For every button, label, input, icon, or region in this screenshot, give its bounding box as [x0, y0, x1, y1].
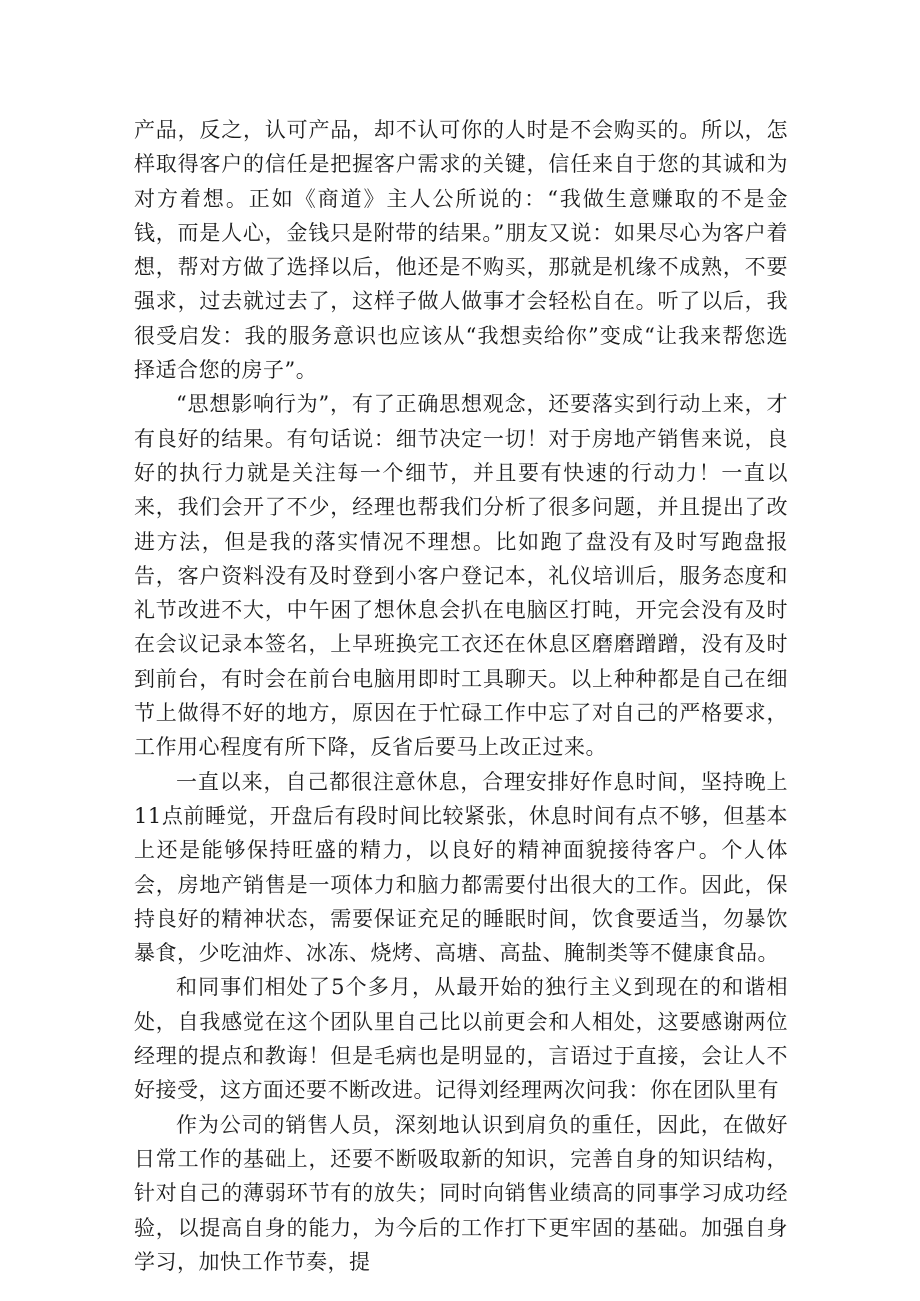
- paragraph: 作为公司的销售人员，深刻地认识到肩负的重任，因此，在做好日常工作的基础上，还要不断吸取新的知识，完善自身的知识结构，针对自己的薄弱环节有的放失；同时向销售业绩高的同事学习成功经验，以提高自身的能力，为今后的工作打下更牢固的基础。加强自身学习，加快工作节奏，提: [134, 1112, 788, 1274]
- paragraph: 和同事们相处了5个多月，从最开始的独行主义到现在的和谐相处，自我感觉在这个团队里自己比以前更会和人相处，这要感谢两位经理的提点和教诲！但是毛病也是明显的，言语过于直接，会让人不好接受，这方面还要不断改进。记得刘经理两次问我：你在团队里有: [134, 975, 788, 1103]
- document-body: [134, 113, 788, 1279]
- paragraph: 产品，反之，认可产品，却不认可你的人时是不会购买的。所以，怎样取得客户的信任是把握客户需求的关键，信任来自于您的其诚和为对方着想。正如《商道》主人公所说的：“我做生意赚取的不是金钱，而是人心，金钱只是附带的结果。”朋友又说：如果尽心为客户着想，帮对方做了选择以后，他还是不购买，那就是机缘不成熟，不要强求，过去就过去了，这样子做人做事才会轻松自在。听了以后，我很受启发：我的服务意识也应该从“我想卖给你”变成“让我来帮您选择适合您的房子”。: [134, 118, 788, 383]
- paragraph: 一直以来，自己都很注意休息，合理安排好作息时间，坚持晚上11点前睡觉，开盘后有段时间比较紧张，休息时间有点不够，但基本上还是能够保持旺盛的精力，以良好的精神面貌接待客户。个人体会，房地产销售是一项体力和脑力都需要付出很大的工作。因此，保持良好的精神状态，需要保证充足的睡眠时间，饮食要适当，勿暴饮暴食，少吃油炸、冰冻、烧烤、高塘、高盐、腌制类等不健康食品。: [134, 769, 788, 966]
- paragraph: “思想影响行为”，有了正确思想观念，还要落实到行动上来，才有良好的结果。有句话说：细节决定一切！对于房地产销售来说，良好的执行力就是关注每一个细节，并且要有快速的行动力！一直以来，我们会开了不少，经理也帮我们分析了很多问题，并且提出了改进方法，但是我的落实情况不理想。比如跑了盘没有及时写跑盘报告，客户资料没有及时登到小客户登记本，礼仪培训后，服务态度和礼节改进不大，中午困了想休息会扒在电脑区打盹，开完会没有及时在会议记录本签名，上早班换完工衣还在休息区磨磨蹭蹭，没有及时到前台，有时会在前台电脑用即时工具聊天。以上种种都是自己在细节上做得不好的地方，原因在于忙碌工作中忘了对自己的严格要求，工作用心程度有所下降，反省后要马上改正过来。: [134, 392, 788, 760]
